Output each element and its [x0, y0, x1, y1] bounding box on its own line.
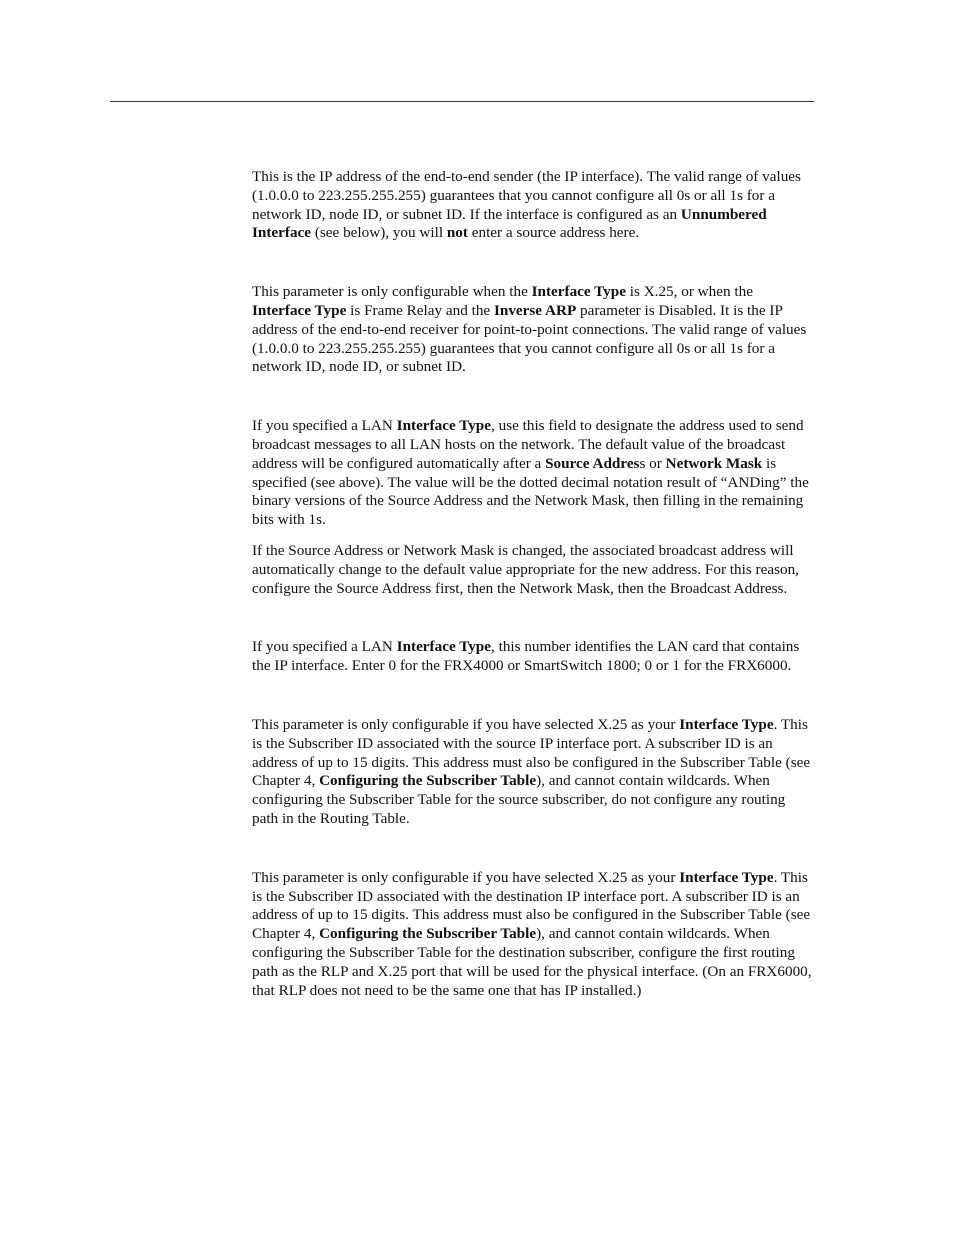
- section-source-address: [252, 168, 814, 243]
- text-run: is Frame Relay and the: [346, 301, 494, 319]
- bold-term: Unnumbered Interface: [252, 205, 767, 242]
- text-run: (see below), you will: [311, 224, 447, 242]
- section-broadcast-address: [252, 417, 814, 598]
- text-run: If the Source Address or Network Mask is changed, the associated broadcast address will automatically change to the default value appropriate for the new address. For this reason, configure the Source Address first, then the Network Mask, then the Broadcast Address.: [252, 541, 799, 597]
- section-destination-subscriber: [252, 869, 814, 1001]
- text-run: enter a source address here.: [467, 224, 640, 242]
- text-run: , this number identifies the LAN card that contains the IP interface. Enter 0 for the FRX4000 or SmartSwitch 1800; 0 or 1 for the FRX6000.: [252, 638, 800, 675]
- bold-term: Configuring the Subscriber Table: [319, 772, 537, 790]
- text-run: If you specified a LAN: [252, 417, 397, 435]
- bold-term: Interface Type: [252, 301, 347, 319]
- paragraph: [252, 542, 814, 598]
- bold-term: Source Addres: [545, 454, 640, 472]
- section-destination-address: [252, 283, 814, 377]
- text-run: This parameter is only configurable when the: [252, 283, 532, 301]
- text-run: . This is the Subscriber ID associated with the source IP interface port. A subscriber ID is an address of up to 15 digits. This address must also be configured in the Subscriber Table (see Chapter 4,: [252, 715, 811, 790]
- text-run: is X.25, or when the: [625, 283, 753, 301]
- text-run: s or: [639, 454, 666, 472]
- bold-term: Interface Type: [396, 417, 491, 435]
- bold-term: Interface Type: [679, 868, 774, 886]
- text-run: ), and cannot contain wildcards. When configuring the Subscriber Table for the destination subscriber, configure the first routing path as the RLP and X.25 port that will be used for the physical interface. (On an FRX6000, that RLP does not need to be the same one that has IP installed.): [252, 925, 812, 999]
- text-run: . This is the Subscriber ID associated with the destination IP interface port. A subscriber ID is an address of up to 15 digits. This address must also be configured in the Subscriber Table (see Chapter 4,: [252, 868, 811, 943]
- bold-term: not: [446, 224, 468, 242]
- header-rule: [110, 101, 814, 102]
- bold-term: Inverse ARP: [493, 301, 577, 319]
- paragraph: [252, 417, 814, 530]
- section-source-subscriber: [252, 716, 814, 829]
- bold-term: Network Mask: [665, 454, 763, 472]
- text-run: parameter is Disabled. It is the IP address of the end-to-end receiver for point-to-point connections. The valid range of values (1.0.0.0 to 223.255.255.255) guarantees that you cannot configure all 0s or all 1s for a network ID, node ID, or subnet ID.: [252, 301, 807, 376]
- text-run: This parameter is only configurable if you have selected X.25 as your: [252, 868, 680, 886]
- text-run: ), and cannot contain wildcards. When configuring the Subscriber Table for the source subscriber, do not configure any routing path in the Routing Table.: [252, 772, 786, 827]
- document-body: [252, 168, 814, 1000]
- paragraph: [252, 716, 814, 829]
- paragraph: [252, 869, 814, 1001]
- paragraph: [252, 168, 814, 243]
- text-run: is specified (see above). The value will be the dotted decimal notation result of “ANDing” the binary versions of the Source Address and the Network Mask, then filling in the remaining bits with 1s.: [252, 454, 809, 529]
- paragraph: [252, 283, 814, 377]
- bold-term: Interface Type: [396, 638, 491, 656]
- bold-term: Interface Type: [531, 283, 626, 301]
- bold-term: Configuring the Subscriber Table: [319, 925, 537, 943]
- paragraph: [252, 638, 814, 676]
- text-run: This is the IP address of the end-to-end sender (the IP interface). The valid range of values (1.0.0.0 to 223.255.255.255) guarantees that you cannot configure all 0s or all 1s for a network ID, node ID, or subnet ID. If the interface is configured as an: [252, 168, 801, 223]
- text-run: , use this field to designate the address used to send broadcast messages to all LAN hosts on the network. The default value of the broadcast address will be configured automatically after a: [252, 417, 804, 472]
- bold-term: Interface Type: [679, 715, 774, 733]
- text-run: If you specified a LAN: [252, 638, 397, 656]
- text-run: This parameter is only configurable if you have selected X.25 as your: [252, 715, 680, 733]
- section-lan-card: [252, 638, 814, 676]
